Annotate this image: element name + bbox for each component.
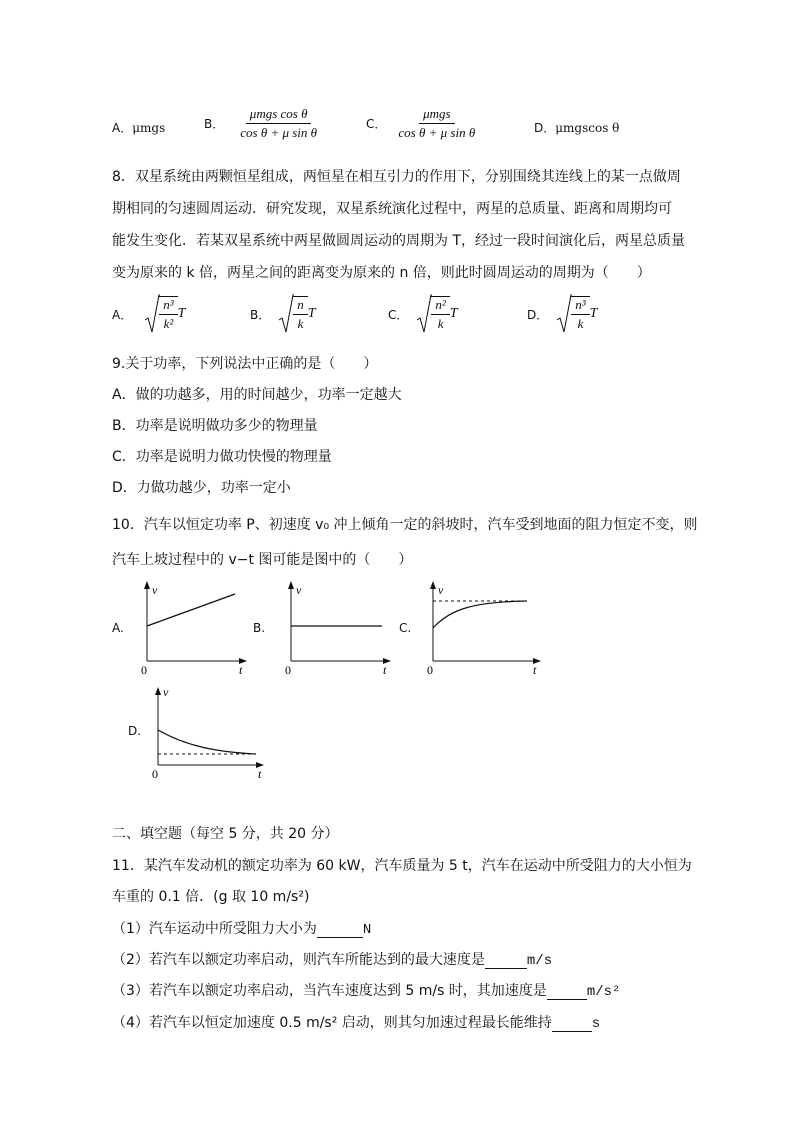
unit-label: m/s² [586,984,621,1000]
denominator: k [577,316,584,331]
radical-icon [416,294,432,334]
fraction [159,296,177,332]
variable: T [307,306,316,321]
graph-curve [433,601,527,628]
answer-blank[interactable] [552,1015,592,1032]
graph-c-label: C. [399,621,412,635]
q9-option-a: A．做的功越多，用的时间越少，功率一定越大 [112,387,402,403]
graph-d-label: D. [128,724,142,738]
v-axis-label: v [152,583,158,597]
graph-c [421,578,546,678]
q8-option-c [388,294,458,334]
t-axis-label: t [239,663,243,677]
unit-label: s [591,1016,601,1032]
q8-option-b [250,294,316,334]
denominator: k² [163,316,174,331]
numerator: n² [431,297,449,315]
fraction [236,106,321,141]
option-letter: D． [527,307,549,322]
q11-sub-4 [112,1012,600,1032]
v-axis-label: v [163,685,169,699]
answer-blank[interactable] [317,921,363,938]
numerator: n [293,297,308,315]
q8-line-2: 期相同的匀速圆周运动．研究发现，双星系统演化过程中，两星的总质量、距离和周期均可 [112,201,672,217]
option-letter: D． [534,121,556,135]
denominator: k [437,316,444,331]
unit-label: N [362,922,372,938]
numerator: n³ [159,297,177,315]
origin-label: 0 [285,663,291,677]
unit-label: m/s [526,953,553,969]
v-axis-arrow [288,581,294,589]
v-axis-arrow [155,687,161,695]
sub-question-text: （1）汽车运动中所受阻力大小为 [112,921,317,937]
denominator: cos θ + μ sin θ [240,125,318,140]
q7-option-a [112,119,165,136]
q7-option-c [366,106,479,141]
q11-line-2: 车重的 0.1 倍．(g 取 10 m/s²) [112,889,310,905]
q8-line-1: 8．双星系统由两颗恒星组成，两恒星在相互引力的作用下，分别围绕其连线上的某一点做周 [112,169,681,185]
graph-a-label: A. [112,621,124,635]
option-letter: A． [112,121,133,135]
option-letter: A． [112,307,133,322]
variable: T [177,306,186,321]
q8-line-3: 能发生变化．若某双星系统中两星做圆周运动的周期为 T，经过一段时间演化后，两星总质量 [112,233,685,249]
t-axis-label: t [383,663,387,677]
option-text: μmgs [132,121,166,135]
numerator: μmgs cos θ [246,106,312,124]
q9-option-b: B．功率是说明做功多少的物理量 [112,418,318,434]
option-letter: B． [250,307,271,322]
fraction [293,296,308,332]
variable: T [449,306,458,321]
t-axis-label: t [533,663,537,677]
origin-label: 0 [152,767,158,781]
v-axis-label: v [296,583,302,597]
v-axis-arrow [430,581,436,589]
v-axis-arrow [144,581,150,589]
option-letter: B． [204,117,225,131]
graph-curve [158,730,256,754]
q11-line-1: 11．某汽车发动机的额定功率为 60 kW，汽车质量为 5 t，汽车在运动中所受阻力的大小恒为 [112,858,692,874]
q8-option-d [527,294,597,334]
q11-sub-1 [112,918,371,938]
answer-blank[interactable] [547,983,587,1000]
graph-d [146,684,271,784]
sub-question-text: （3）若汽车以额定功率启动，当汽车速度达到 5 m/s 时，其加速度是 [112,983,547,999]
q7-option-b [204,106,321,141]
q9-option-d: D．力做功越少，功率一定小 [112,480,291,496]
t-axis-label: t [258,767,262,781]
denominator: k [297,316,304,331]
q10-line-2: 汽车上坡过程中的 v−t 图可能是图中的（ ） [112,552,413,568]
graph-curve [147,594,235,626]
option-letter: C． [366,117,387,131]
numerator: n³ [571,297,589,315]
origin-label: 0 [141,663,147,677]
q11-sub-3 [112,980,620,1000]
sub-question-text: （2）若汽车以额定功率启动，则汽车所能达到的最大速度是 [112,952,485,968]
q8-option-a [112,294,185,334]
answer-blank[interactable] [485,952,527,969]
radical-icon [278,294,294,334]
sub-question-text: （4）若汽车以恒定加速度 0.5 m/s² 启动，则其匀加速过程最长能维持 [112,1015,552,1031]
graph-b [279,578,394,678]
q11-sub-2 [112,949,552,969]
section-heading: 二、填空题（每空 5 分，共 20 分） [112,826,339,842]
q9-stem: 9.关于功率，下列说法中正确的是（ ） [112,356,378,372]
fraction [571,296,589,332]
origin-label: 0 [427,663,433,677]
radical-icon [556,294,572,334]
q7-option-d [534,119,619,136]
numerator: μmgs [419,106,454,124]
variable: T [589,306,598,321]
q8-line-4: 变为原来的 k 倍，两星之间的距离变为原来的 n 倍，则此时圆周运动的周期为（ ） [112,265,651,281]
radical-icon [144,294,160,334]
graph-a [135,578,250,678]
option-letter: C． [388,307,409,322]
graph-b-label: B. [253,621,266,635]
denominator: cos θ + μ sin θ [398,125,476,140]
fraction [431,296,449,332]
option-text: μmgscos θ [555,121,620,135]
v-axis-label: v [438,583,444,597]
q10-line-1: 10．汽车以恒定功率 P、初速度 v₀ 冲上倾角一定的斜坡时，汽车受到地面的阻力恒定不变，则 [112,517,698,533]
fraction [394,106,479,141]
q9-option-c: C．功率是说明力做功快慢的物理量 [112,449,332,465]
